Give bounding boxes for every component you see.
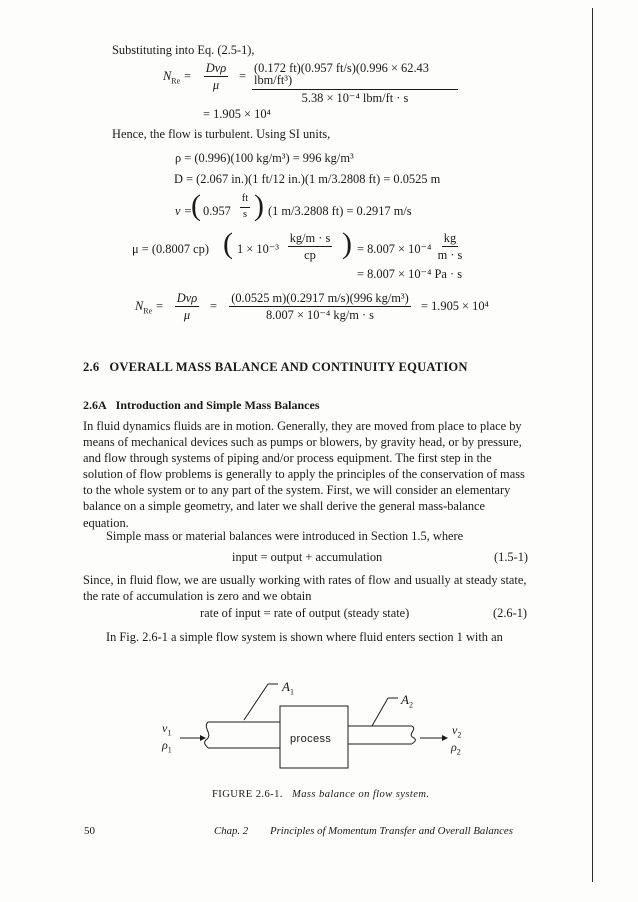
subsection-number: 2.6A — [83, 398, 107, 412]
eq1-result: = 1.905 × 10⁴ — [203, 107, 271, 121]
equation-2-6-1-label: (2.6-1) — [493, 606, 528, 620]
section-title: OVERALL MASS BALANCE AND CONTINUITY EQUATION — [109, 360, 468, 374]
turbulent-line: Hence, the flow is turbulent. Using SI units, — [112, 127, 331, 141]
label-rho1: $\rho_1$ — [162, 738, 172, 755]
velocity-value: 0.957 — [203, 204, 231, 218]
equation-1-5-1: input = output + accumulation — [232, 550, 383, 564]
paragraph-line: balance on a simple geometry, and later we shall derive the general mass-balance — [83, 499, 486, 514]
label-rho2: $\rho_2$ — [451, 740, 461, 757]
footer-chapter: Chap. 2 — [214, 825, 249, 837]
figure-caption-label: FIGURE 2.6-1. — [212, 789, 283, 800]
paragraph-2: Simple mass or material balances were introduced in Section 1.5, where — [106, 529, 464, 543]
nre-si-equals: = — [210, 299, 217, 313]
section-heading — [83, 361, 468, 374]
nre-si-lhs: $N_{Re}$ = — [135, 299, 164, 316]
paragraph-3 — [83, 572, 542, 604]
nre-si-fraction-1: Dvρ μ — [176, 291, 198, 323]
paragraph-1 — [83, 418, 542, 531]
inlet-arrow-head — [200, 735, 206, 741]
eq1-equals: = — [239, 69, 246, 83]
eq1-fraction-1: Dvρ μ — [205, 61, 227, 93]
viscosity-unit-fraction: $\frac{kg/m \cdot s}{cp}$ — [289, 231, 331, 263]
velocity-left-paren: ( — [191, 189, 201, 222]
outlet-arrow-head — [442, 735, 448, 741]
paragraph-4: In Fig. 2.6-1 a simple flow system is shown where fluid enters section 1 with an — [106, 630, 503, 644]
flow-system-figure — [160, 672, 480, 792]
velocity-unit-fraction: $\frac{ft}{s}$ — [241, 193, 249, 220]
section-number: 2.6 — [83, 360, 100, 374]
label-v2: $v_2$ — [452, 723, 462, 740]
viscosity-inner: 1 × 10⁻³ — [237, 242, 280, 256]
viscosity-right-paren: ) — [342, 227, 352, 260]
page-number: 50 — [84, 825, 95, 837]
intro-line: Substituting into Eq. (2.5-1), — [112, 43, 255, 57]
equation-2-6-1: rate of input = rate of output (steady state) — [200, 606, 410, 620]
rho-equation: ρ = (0.996)(100 kg/m³) = 996 kg/m³ — [175, 151, 354, 165]
paragraph-line: to the whole system or to any part of the system. First, we will consider an elementary — [83, 483, 511, 498]
velocity-right-paren: ) — [254, 189, 264, 222]
diameter-equation: D = (2.067 in.)(1 ft/12 in.)(1 m/3.2808 ft) = 0.0525 m — [174, 172, 441, 186]
viscosity-left-paren: ( — [223, 227, 233, 260]
paragraph-line: the rate of accumulation is zero and we obtain — [83, 589, 312, 604]
right-margin-rule — [592, 8, 593, 882]
paragraph-line: and flow through systems of piping and/or process equipment. The first step in the — [83, 451, 492, 466]
paragraph-line: means of mechanical devices such as pumps or blowers, by gravity head, or by pressure, — [83, 435, 522, 450]
label-a1: $A_1$ — [282, 679, 294, 697]
nre-si-fraction-2: $\frac{\text{(0.0525 m)(0.2917 m/s)(996 kg/m³)}}{\text{8.007 × 10⁻⁴ kg/m · s}}$ — [231, 291, 409, 323]
footer-title: Principles of Momentum Transfer and Overall Balances — [270, 825, 513, 837]
subsection-title: Introduction and Simple Mass Balances — [115, 398, 320, 412]
process-box-label: process — [290, 733, 332, 745]
viscosity-result-fraction: $\frac{kg}{m \cdot s}$ — [437, 231, 463, 263]
paragraph-line: equation. — [83, 515, 129, 530]
eq1-fraction-2: (0.172 ft)(0.957 ft/s)(0.996 × 62.43 lbm/ft³) 5.38 × 10⁻⁴ lbm/ft · s — [252, 62, 458, 104]
viscosity-line-2: = 8.007 × 10⁻⁴ Pa · s — [357, 267, 463, 281]
paragraph-line: In fluid dynamics fluids are in motion. Generally, they are moved from place to place by — [83, 419, 522, 433]
paragraph-line: Since, in fluid flow, we are usually working with rates of flow and usually at steady state, — [83, 573, 527, 587]
velocity-lhs: v = — [175, 204, 192, 218]
eq1-lhs: $N_{Re}$ = — [163, 69, 192, 86]
figure-caption — [212, 790, 429, 801]
figure-caption-text: Mass balance on flow system. — [291, 789, 430, 800]
nre-si-result: = 1.905 × 10⁴ — [421, 299, 489, 313]
label-a2: $A_2$ — [401, 692, 413, 710]
viscosity-lhs: μ = (0.8007 cp) — [132, 242, 209, 256]
equation-1-5-1-label: (1.5-1) — [494, 550, 529, 564]
paragraph-line: solution of flow problems is generally to apply the principles of the conservation of mass — [83, 467, 525, 482]
label-v1: $v_1$ — [162, 721, 172, 738]
subsection-heading — [83, 399, 319, 411]
velocity-rest: (1 m/3.2808 ft) = 0.2917 m/s — [268, 204, 412, 218]
viscosity-mid: = 8.007 × 10⁻⁴ — [357, 242, 432, 256]
